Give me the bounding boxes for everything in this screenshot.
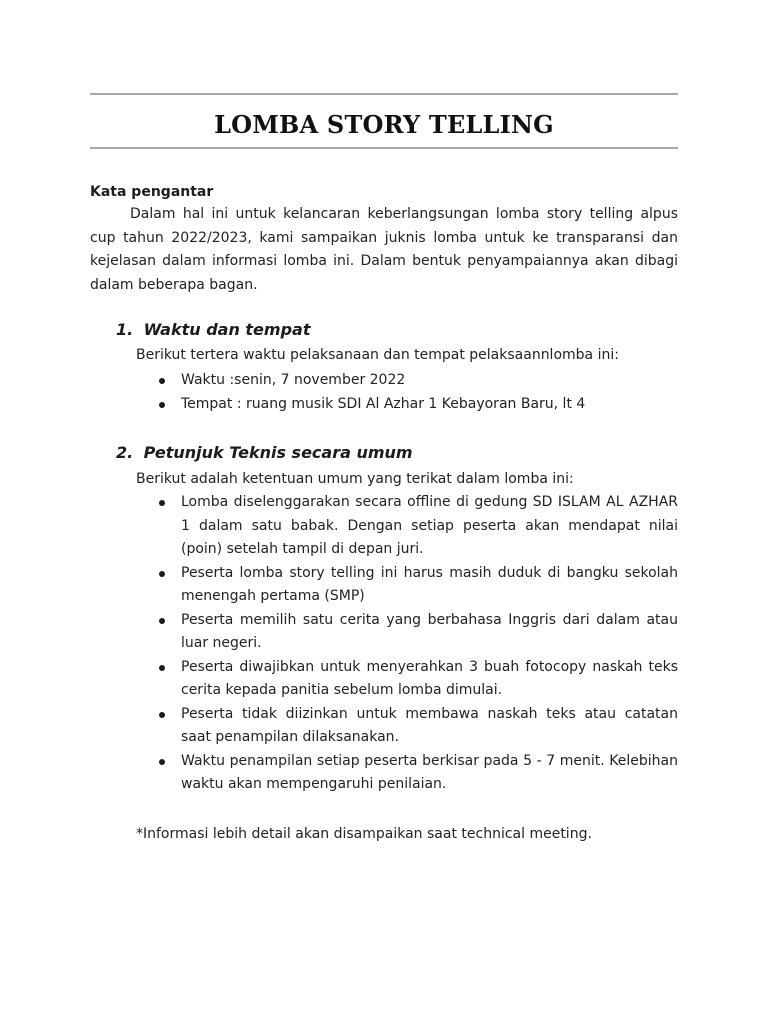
- bullet-icon: [159, 759, 165, 765]
- list-item-text: Peserta lomba story telling ini harus masih duduk di bangku sekolah menengah pertama (SMP): [181, 564, 678, 604]
- intro-heading: Kata pengantar: [90, 184, 214, 200]
- list-item: [181, 369, 678, 393]
- list-item: [181, 609, 678, 656]
- list-item-text: Lomba diselenggarakan secara offline di gedung SD ISLAM AL AZHAR 1 dalam satu babak. Dengan setiap peserta akan mendapat nilai (poin) setelah tampil di depan juri.: [181, 494, 678, 557]
- list-item: [181, 750, 678, 797]
- section-2-title-text: Petunjuk Teknis secara umum: [143, 443, 413, 462]
- section-2-title: [116, 443, 413, 462]
- list-item: [181, 656, 678, 703]
- list-item: [181, 562, 678, 609]
- section-2-bullet-list: [181, 491, 678, 797]
- bullet-icon: [159, 378, 165, 384]
- document-title: LOMBA STORY TELLING: [214, 110, 554, 139]
- bullet-icon: [159, 500, 165, 506]
- bullet-icon: [159, 618, 165, 624]
- section-2-number: 2.: [116, 443, 134, 462]
- list-item: [181, 703, 678, 750]
- list-item-text: Peserta memilih satu cerita yang berbahasa Inggris dari dalam atau luar negeri.: [181, 611, 678, 651]
- footnote: *Informasi lebih detail akan disampaikan saat technical meeting.: [136, 826, 592, 842]
- section-1-title-text: Waktu dan tempat: [143, 320, 311, 339]
- list-item-text: Waktu :senin, 7 november 2022: [181, 372, 406, 388]
- bullet-icon: [159, 665, 165, 671]
- section-1-number: 1.: [116, 320, 134, 339]
- list-item-text: Peserta diwajibkan untuk menyerahkan 3 buah fotocopy naskah teks cerita kepada panitia sebelum lomba dimulai.: [181, 658, 678, 698]
- section-1-title: [116, 320, 310, 339]
- bullet-icon: [159, 402, 165, 408]
- list-item-text: Peserta tidak diizinkan untuk membawa naskah teks atau catatan saat penampilan dilaksanakan.: [181, 705, 678, 745]
- list-item-text: Waktu penampilan setiap peserta berkisar pada 5 - 7 menit. Kelebihan waktu akan mempengaruhi penilaian.: [181, 752, 678, 792]
- intro-paragraph: Dalam hal ini untuk kelancaran keberlangsungan lomba story telling alpus cup tahun 2022/2023, kami sampaikan juknis lomba untuk ke transparansi dan kejelasan dalam informasi lomba ini. Dalam bentuk penyampaiannya akan dibagi dalam beberapa bagan.: [90, 206, 678, 293]
- section-2-lead: Berikut adalah ketentuan umum yang terikat dalam lomba ini:: [136, 471, 574, 487]
- list-item: [181, 491, 678, 562]
- bullet-icon: [159, 571, 165, 577]
- title-top-rule: [90, 93, 678, 95]
- section-1-bullet-list: [181, 369, 678, 416]
- title-bottom-rule: [90, 147, 678, 149]
- bullet-icon: [159, 712, 165, 718]
- section-1-lead: Berikut tertera waktu pelaksanaan dan tempat pelaksaannlomba ini:: [136, 347, 619, 363]
- list-item-text: Tempat : ruang musik SDI Al Azhar 1 Kebayoran Baru, lt 4: [181, 395, 586, 412]
- list-item: [181, 393, 678, 417]
